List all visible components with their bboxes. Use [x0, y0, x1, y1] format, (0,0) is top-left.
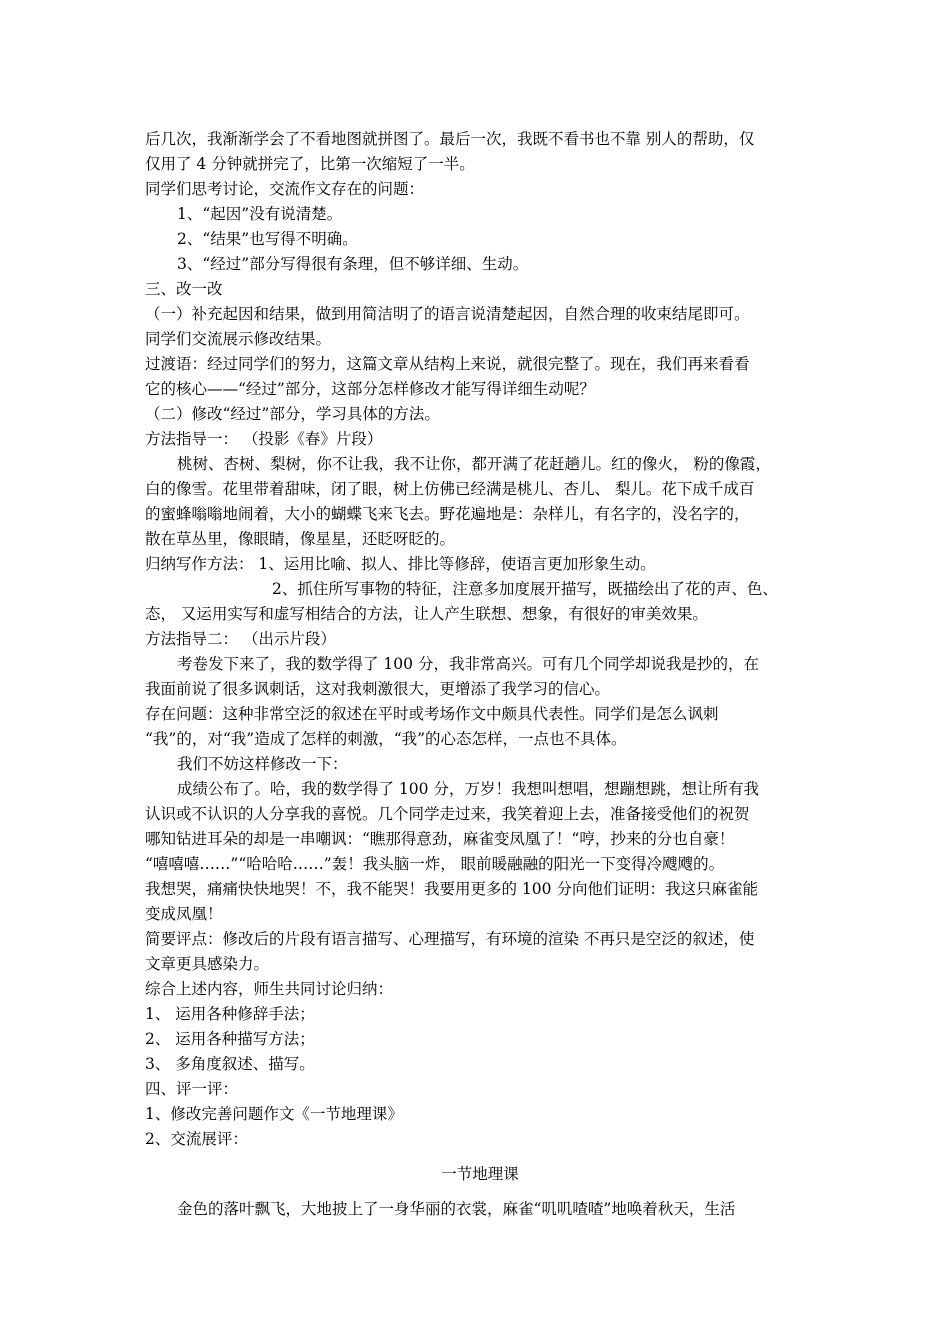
list-item: 2、 运用各种描写方法； [145, 1030, 315, 1048]
text-line: “嘻嘻嘻……”“哈哈哈……”轰！我头脑一炸， 眼前暖融融的阳光一下变得冷飕飕的。 [145, 855, 725, 873]
text-line: 同学们思考讨论，交流作文存在的问题： [145, 180, 425, 198]
text-line: 文章更具感染力。 [145, 955, 270, 973]
list-item: 2、“结果”也写得不明确。 [177, 230, 358, 248]
text-line: 的蜜蜂嗡嗡地闹着，大小的蝴蝶飞来飞去。野花遍地是：杂样儿，有名字的，没名字的， [145, 505, 750, 523]
text-line: 白的像雪。花里带着甜味，闭了眼，树上仿佛已经满是桃儿、杏儿、 梨儿。花下成千成百 [145, 480, 755, 498]
text-line: 过渡语：经过同学们的努力，这篇文章从结构上来说，就很完整了。现在，我们再来看看 [145, 355, 750, 373]
text-line: 成绩公布了。哈，我的数学得了 100 分，万岁！我想叫想唱，想蹦想跳，想让所有我 [177, 780, 759, 798]
text-line: 存在问题：这种非常空泛的叙述在平时或考场作文中颇具代表性。同学们是怎么讽刺 [145, 705, 719, 723]
text-line: 方法指导一： （投影《春》片段） [145, 430, 383, 448]
text-line: 归纳写作方法： 1、运用比喻、拟人、排比等修辞，使语言更加形象生动。 [145, 555, 656, 573]
text-line: 它的核心——“经过”部分，这部分怎样修改才能写得详细生动呢？ [145, 380, 595, 398]
text-line: 散在草丛里，像眼睛，像星星，还眨呀眨的。 [145, 530, 456, 548]
text-line: 综合上述内容，师生共同讨论归纳： [145, 980, 394, 998]
text-line: 我想哭，痛痛快快地哭！不，我不能哭！我要用更多的 100 分向他们证明：我这只麻雀能 [145, 880, 758, 898]
text-line: 我们不妨这样修改一下： [177, 755, 348, 773]
text-line: 态， 又运用实写和虚写相结合的方法，让人产生联想、想象，有很好的审美效果。 [145, 605, 708, 623]
list-item: 1、修改完善问题作文《一节地理课》 [145, 1105, 403, 1123]
text-line: “我”的，对“我”造成了怎样的刺激，“我”的心态怎样，一点也不具体。 [145, 730, 627, 748]
text-line: （二）修改“经过”部分，学习具体的方法。 [145, 405, 440, 423]
text-line: （一）补充起因和结果，做到用简洁明了的语言说清楚起因，自然合理的收束结尾即可。 [145, 305, 750, 323]
text-line: 哪知钻进耳朵的却是一串嘲讽：“瞧那得意劲，麻雀变凤凰了！“哼，抄来的分也自豪！ [145, 830, 735, 848]
text-line: 仅用了 4 分钟就拼完了，比第一次缩短了一半。 [145, 155, 475, 173]
text-line: 方法指导二： （出示片段） [145, 630, 336, 648]
text-line: 后几次，我渐渐学会了不看地图就拼图了。最后一次，我既不看书也不靠 别人的帮助，仅 [145, 130, 755, 148]
text-line: 金色的落叶飘飞，大地披上了一身华丽的衣裳，麻雀“叽叽喳喳”地唤着秋天，生活 [177, 1200, 736, 1218]
list-item: 3、“经过”部分写得很有条理，但不够详细、生动。 [177, 255, 529, 273]
text-line: 简要评点：修改后的片段有语言描写、心理描写，有环境的渲染 不再只是空泛的叙述，使 [145, 930, 755, 948]
text-line: 我面前说了很多讽刺话，这对我刺激很大，更增添了我学习的信心。 [145, 680, 611, 698]
text-line: 桃树、杏树、梨树，你不让我，我不让你，都开满了花赶趟儿。红的像火， 粉的像霞， [177, 455, 771, 473]
section-heading: 四、评一评： [145, 1080, 239, 1098]
text-line: 认识或不认识的人分享我的喜悦。几个同学走过来，我笑着迎上去，准备接受他们的祝贺 [145, 805, 750, 823]
section-heading: 三、改一改 [145, 280, 223, 298]
list-item: 2、交流展评： [145, 1130, 248, 1148]
list-item: 3、 多角度叙述、描写。 [145, 1055, 315, 1073]
text-line: 变成凤凰！ [145, 905, 223, 923]
text-line: 考卷发下来了，我的数学得了 100 分，我非常高兴。可有几个同学却说我是抄的，在 [177, 655, 759, 673]
essay-title: 一节地理课 [441, 1165, 519, 1183]
text-line: 2、抓住所写事物的特征，注意多加度展开描写，既描绘出了花的声、色、 [272, 580, 778, 598]
list-item: 1、 运用各种修辞手法； [145, 1005, 315, 1023]
list-item: 1、“起因”没有说清楚。 [177, 205, 343, 223]
text-line: 同学们交流展示修改结果。 [145, 330, 332, 348]
